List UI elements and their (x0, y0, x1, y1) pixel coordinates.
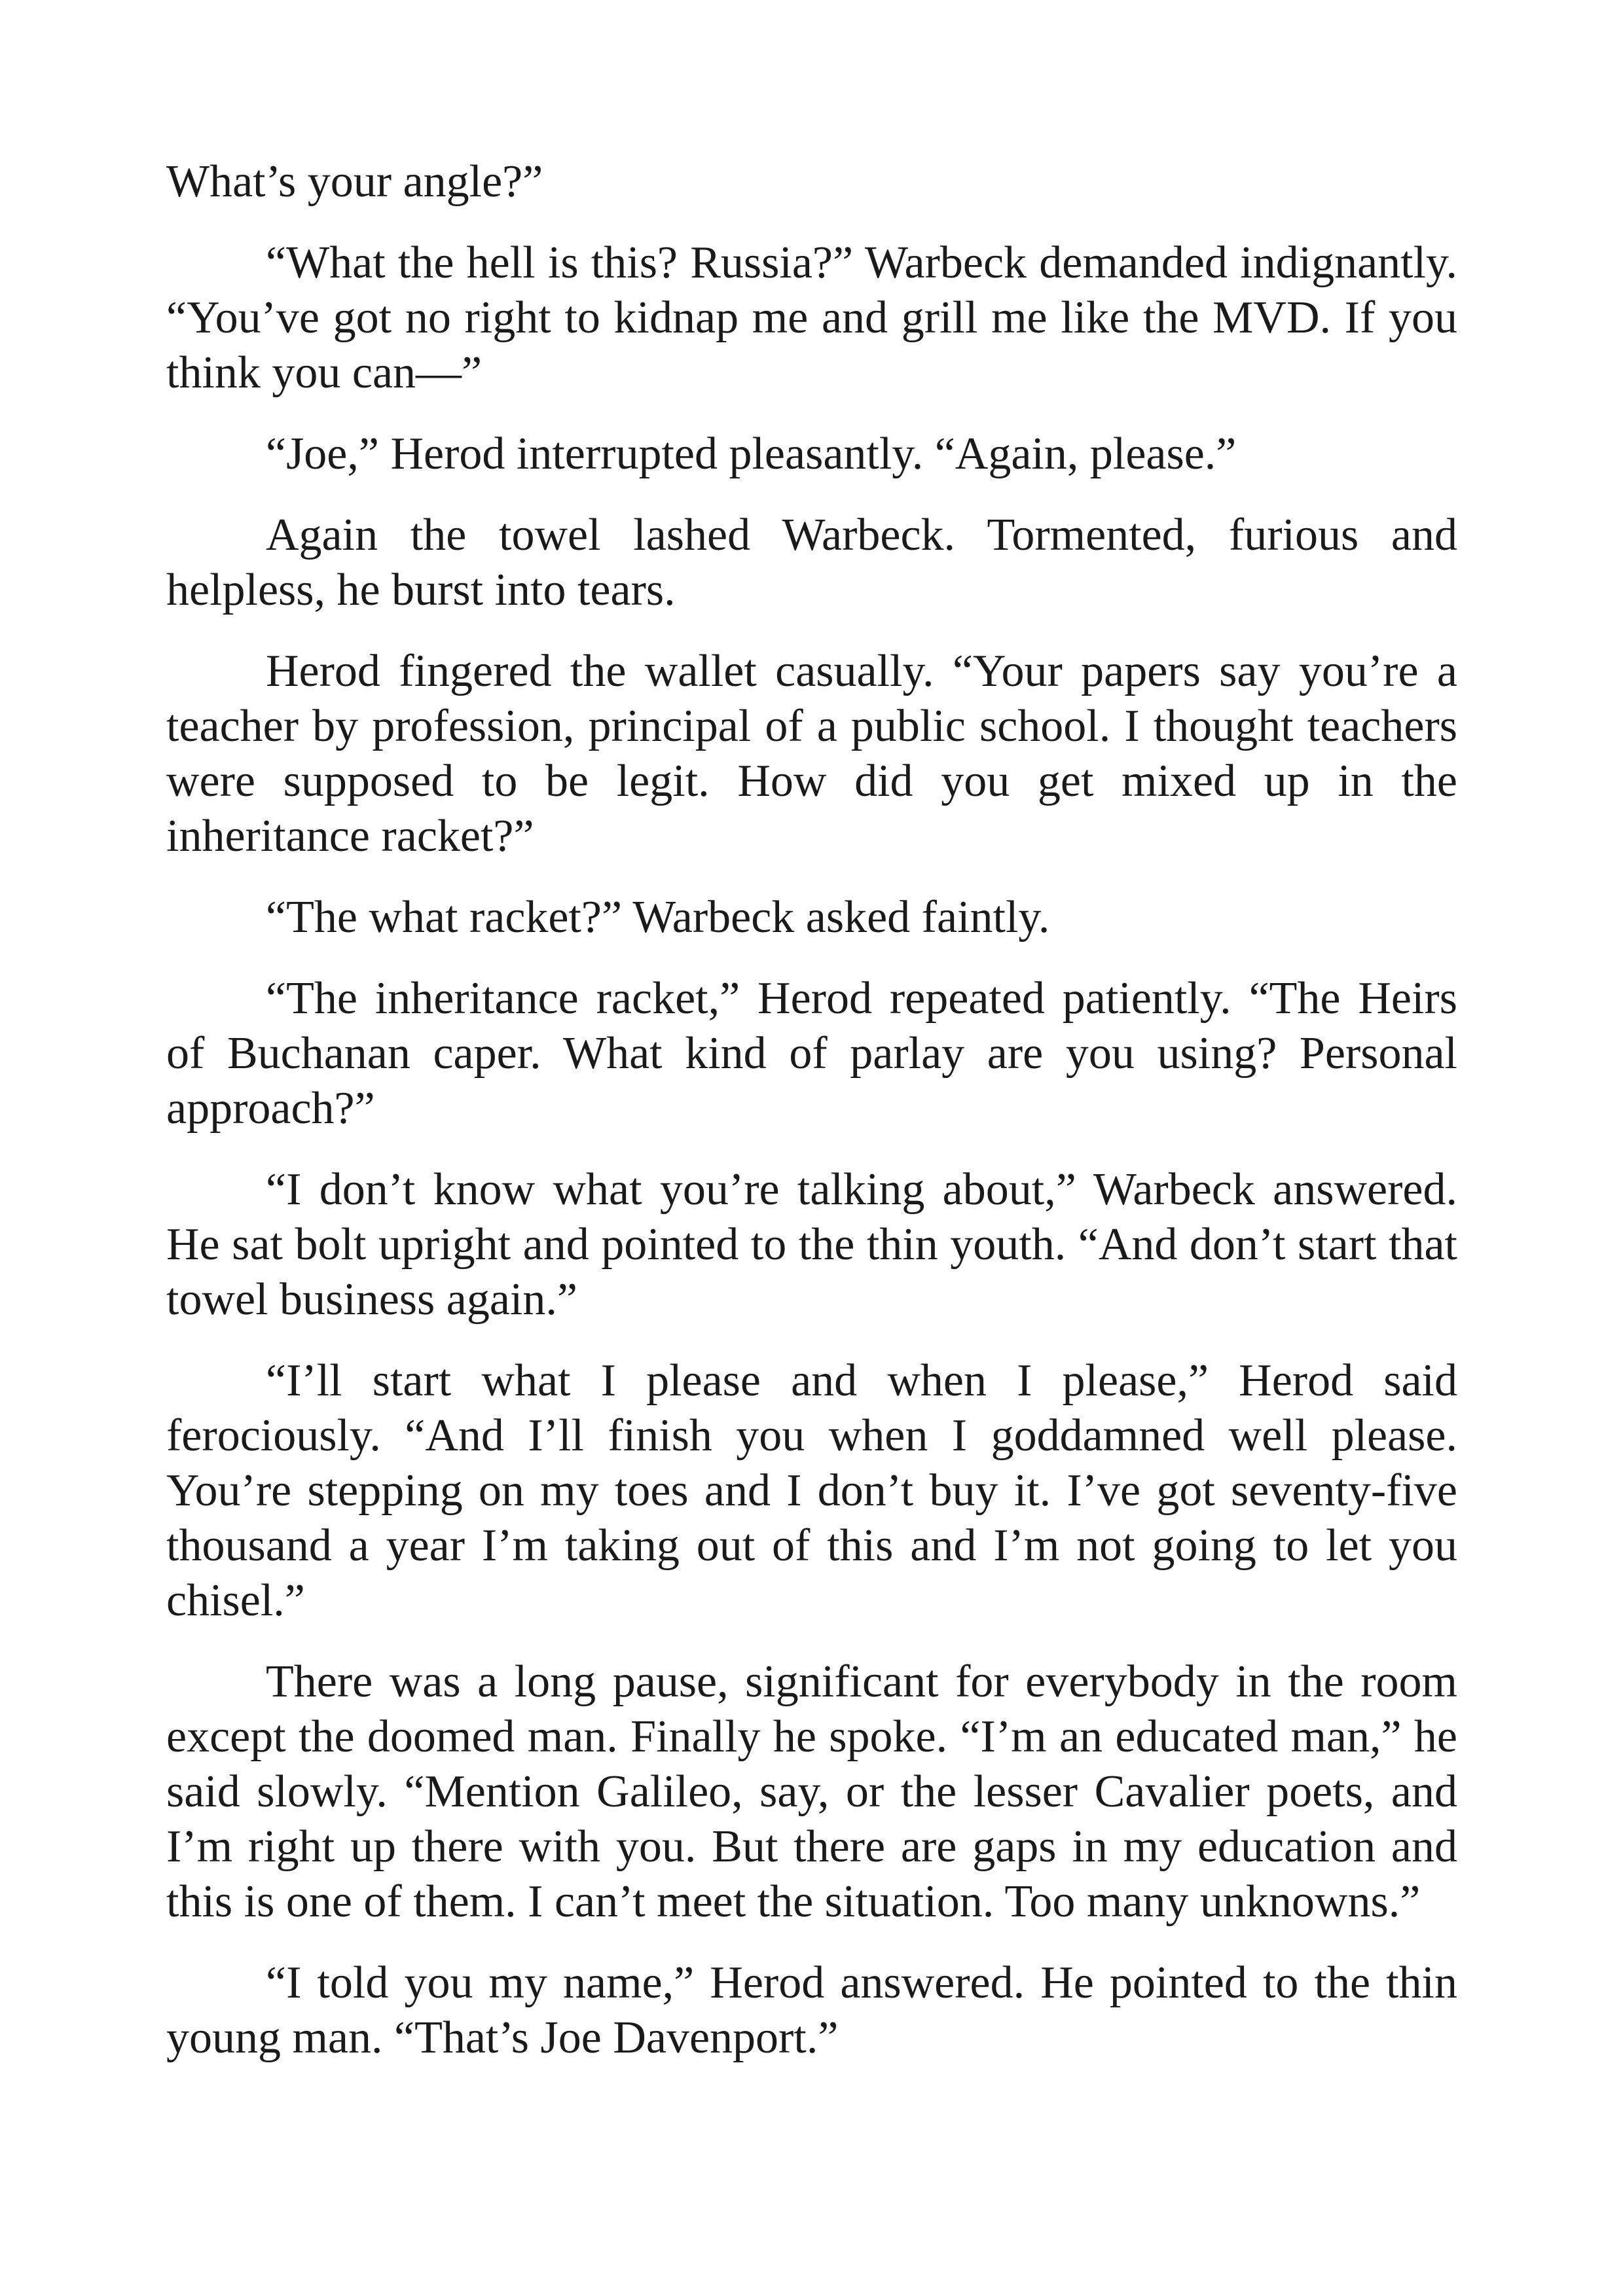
paragraph: “I’ll start what I please and when I please,” Herod said ferociously. “And I’ll finish you when I goddamned well please. You’re stepping on my toes and I don’t buy it. I’ve got seventy-five thousand a year I’m taking out of this and I’m not going to let you chisel.” (166, 1355, 1457, 1626)
paragraph: Again the towel lashed Warbeck. Tormented, furious and helpless, he burst into tears. (166, 510, 1457, 615)
paragraph: “What the hell is this? Russia?” Warbeck demanded indignantly. “You’ve got no right to kidnap me and grill me like the MVD. If you think you can—” (166, 238, 1457, 398)
paragraph: “I told you my name,” Herod answered. He pointed to the thin young man. “That’s Joe Davenport.” (166, 1958, 1457, 2063)
paragraph: “I don’t know what you’re talking about,” Warbeck answered. He sat bolt upright and pointed to the thin youth. “And don’t start that towel business again.” (166, 1164, 1457, 1325)
paragraph: “The inheritance racket,” Herod repeated patiently. “The Heirs of Buchanan caper. What kind of parlay are you using? Personal approach?” (166, 973, 1457, 1134)
paragraph: What’s your angle?” (166, 156, 543, 207)
page-body (166, 154, 1457, 2092)
paragraph: There was a long pause, significant for everybody in the room except the doomed man. Finally he spoke. “I’m an educated man,” he said slowly. “Mention Galileo, say, or the lesser Cavalier poets, and I’m right up there with you. But there are gaps in my education and this is one of them. I can’t meet the situation. Too many unknowns.” (166, 1657, 1457, 1927)
paragraph: “The what racket?” Warbeck asked faintly. (266, 892, 1050, 942)
paragraph: Herod fingered the wallet casually. “Your papers say you’re a teacher by profession, principal of a public school. I thought teachers were supposed to be legit. How did you get mixed up in the inheritance racket?” (166, 646, 1457, 861)
paragraph: “Joe,” Herod interrupted pleasantly. “Again, please.” (266, 429, 1237, 479)
